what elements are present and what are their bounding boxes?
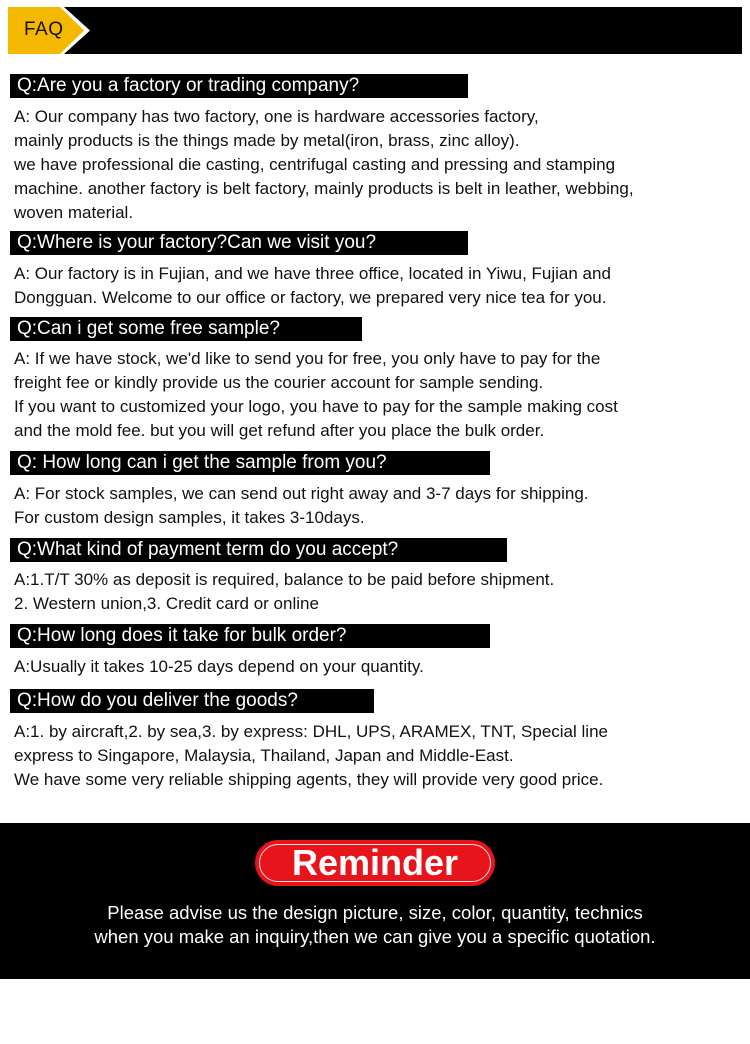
- answer-line: A:1.T/T 30% as deposit is required, balance to be paid before shipment.: [14, 570, 555, 589]
- answer-delivery: [14, 720, 748, 792]
- answer-line: A:Usually it takes 10-25 days depend on your quantity.: [14, 657, 424, 676]
- answer-line: machine. another factory is belt factory, mainly products is belt in leather, webbing,: [14, 179, 634, 198]
- question-factory-or-trading: Q:Are you a factory or trading company?: [10, 74, 468, 98]
- answer-free-sample: [14, 347, 748, 443]
- question-sample-time: Q: How long can i get the sample from you?: [10, 451, 490, 475]
- answer-line: mainly products is the things made by metal(iron, brass, zinc alloy).: [14, 131, 520, 150]
- reminder-title: Reminder: [255, 840, 495, 886]
- question-bulk-order-time: Q:How long does it take for bulk order?: [10, 624, 490, 648]
- answer-line: and the mold fee. but you will get refund after you place the bulk order.: [14, 421, 545, 440]
- faq-header-bar: [8, 7, 742, 54]
- answer-line: express to Singapore, Malaysia, Thailand, Japan and Middle-East.: [14, 746, 514, 765]
- faq-tag-label: FAQ: [24, 19, 64, 40]
- answer-line: A: For stock samples, we can send out right away and 3-7 days for shipping.: [14, 484, 589, 503]
- answer-payment-term: [14, 568, 748, 616]
- question-free-sample: Q:Can i get some free sample?: [10, 317, 362, 341]
- reminder-line: Please advise us the design picture, size, color, quantity, technics: [107, 902, 643, 923]
- answer-line: A: Our factory is in Fujian, and we have three office, located in Yiwu, Fujian and: [14, 264, 611, 283]
- answer-factory-location: [14, 262, 748, 310]
- answer-line: We have some very reliable shipping agents, they will provide very good price.: [14, 770, 604, 789]
- answer-line: we have professional die casting, centrifugal casting and pressing and stamping: [14, 155, 616, 174]
- answer-line: If you want to customized your logo, you have to pay for the sample making cost: [14, 397, 618, 416]
- answer-line: A:1. by aircraft,2. by sea,3. by express: DHL, UPS, ARAMEX, TNT, Special line: [14, 722, 608, 741]
- answer-line: Dongguan. Welcome to our office or factory, we prepared very nice tea for you.: [14, 288, 607, 307]
- question-payment-term: Q:What kind of payment term do you accept?: [10, 538, 507, 562]
- answer-line: For custom design samples, it takes 3-10days.: [14, 508, 365, 527]
- answer-line: 2. Western union,3. Credit card or online: [14, 594, 319, 613]
- reminder-line: when you make an inquiry,then we can give you a specific quotation.: [94, 926, 656, 947]
- question-delivery: Q:How do you deliver the goods?: [10, 689, 374, 713]
- answer-line: A: Our company has two factory, one is hardware accessories factory,: [14, 107, 539, 126]
- answer-line: woven material.: [14, 203, 134, 222]
- reminder-section: [0, 823, 750, 979]
- faq-tag: [8, 7, 90, 54]
- answer-line: A: If we have stock, we'd like to send you for free, you only have to pay for the: [14, 349, 601, 368]
- answer-sample-time: [14, 482, 748, 530]
- answer-bulk-order-time: [14, 655, 748, 679]
- reminder-text: [0, 901, 750, 949]
- answer-line: freight fee or kindly provide us the courier account for sample sending.: [14, 373, 544, 392]
- answer-factory-or-trading: [14, 105, 748, 225]
- question-factory-location: Q:Where is your factory?Can we visit you?: [10, 231, 468, 255]
